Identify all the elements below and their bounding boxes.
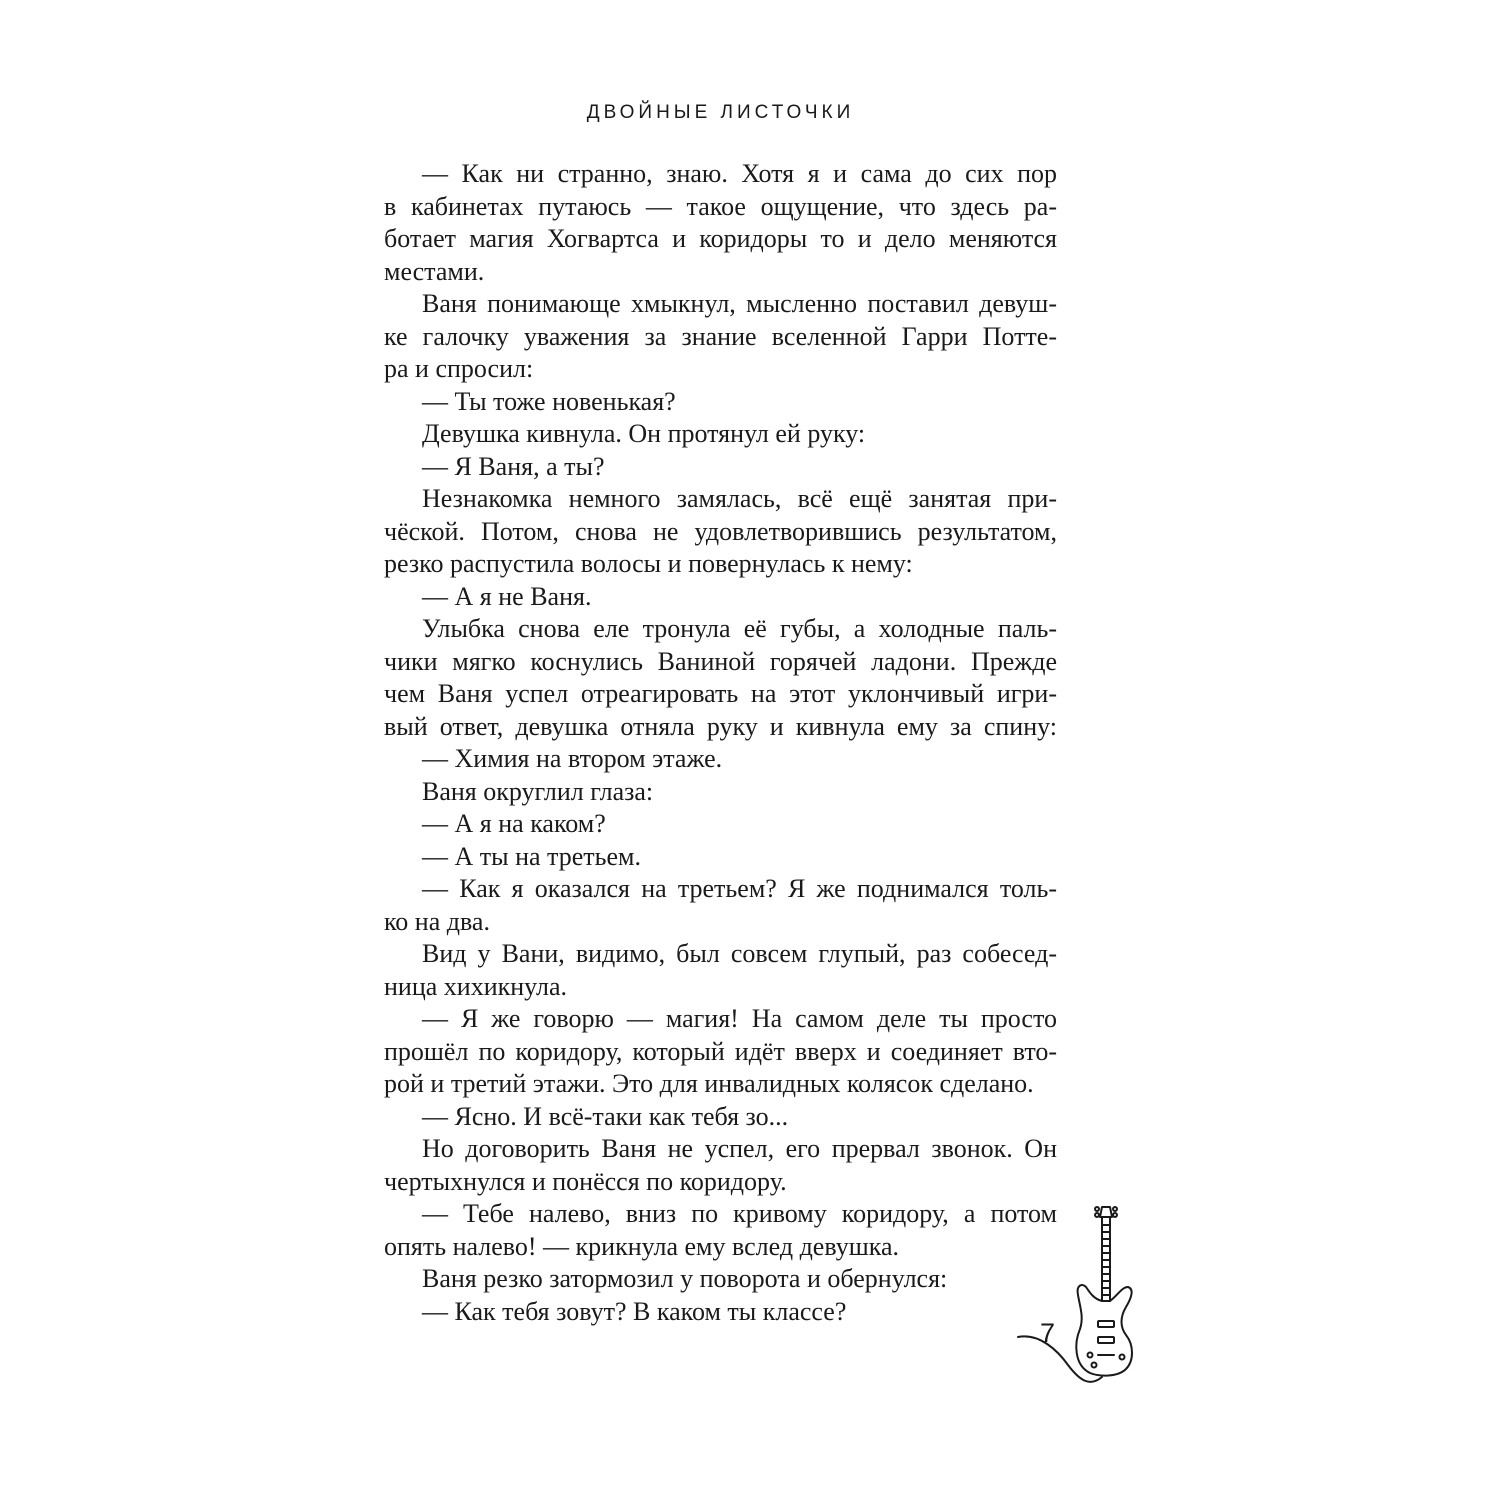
text-line: — Как я оказался на третьем? Я же поднимался толь-	[422, 874, 1057, 903]
body-text	[384, 158, 1057, 1328]
text-line: — Ясно. И всё-таки как тебя зо...	[422, 1101, 789, 1131]
page-number: 7	[1040, 1318, 1056, 1348]
text-line: ра и спросил:	[384, 354, 534, 383]
text-line: — Как ни странно, знаю. Хотя я и сама до сих пор	[422, 159, 1057, 188]
text-line: прошёл по коридору, который идёт вверх и соединяет вто-	[384, 1036, 1057, 1066]
text-line: ке галочку уважения за знание вселенной Гарри Потте-	[384, 321, 1057, 351]
text-line: резко распустила волосы и повернулась к нему:	[384, 549, 913, 578]
text-line: Но договорить Ваня не успел, его прервал звонок. Он	[422, 1134, 1057, 1163]
text-line: Девушка кивнула. Он протянул ей руку:	[422, 419, 866, 448]
text-line: рой и третий этажи. Это для инвалидных колясок сделано.	[384, 1069, 1034, 1098]
text-line: вый ответ, девушка отняла руку и кивнула ему за спину:	[384, 711, 1057, 741]
text-line: Вид у Вани, видимо, был совсем глупый, раз собесед-	[422, 939, 1057, 968]
text-line: Улыбка снова еле тронула её губы, а холодные паль-	[422, 614, 1057, 643]
text-line: — А я на каком?	[422, 809, 606, 838]
text-line: — Я же говорю — магия! На самом деле ты просто	[422, 1004, 1057, 1033]
text-line: опять налево! — крикнула ему вслед девушка.	[384, 1231, 900, 1261]
text-line: ко на два.	[384, 906, 490, 936]
text-line: — А ты на третьем.	[422, 841, 641, 871]
text-line: местами.	[384, 256, 485, 286]
text-line: — Как тебя зовут? В каком ты классе?	[422, 1296, 847, 1326]
text-line: чёской. Потом, снова не удовлетворившись результатом,	[384, 516, 1057, 546]
text-line: — А я не Ваня.	[422, 581, 592, 611]
text-line: — Химия на втором этаже.	[422, 744, 723, 773]
text-line: Ваня округлил глаза:	[422, 776, 654, 806]
text-line: Ваня резко затормозил у поворота и обернулся:	[422, 1264, 948, 1293]
text-line: в кабинетах путаюсь — такое ощущение, что здесь ра-	[384, 191, 1057, 221]
running-head: ДВОЙНЫЕ ЛИСТОЧКИ	[586, 102, 855, 123]
text-line: чем Ваня успел отреагировать на этот уклончивый игри-	[384, 679, 1057, 708]
text-line: Незнакомка немного замялась, всё ещё занятая при-	[422, 484, 1057, 513]
text-line: чики мягко коснулись Ваниной горячей ладони. Прежде	[384, 646, 1057, 676]
text-line: чертыхнулся и понёсся по коридору.	[384, 1166, 787, 1196]
text-line: — Ты тоже новенькая?	[422, 386, 676, 416]
text-line: ботает магия Хогвартса и коридоры то и дело меняются	[384, 224, 1057, 253]
guitar-icon	[1010, 1205, 1150, 1405]
text-line: Ваня понимающе хмыкнул, мысленно поставил девуш-	[422, 289, 1057, 318]
text-line: ница хихикнула.	[384, 971, 568, 1001]
text-line: — Тебе налево, вниз по кривому коридору, а потом	[422, 1199, 1057, 1228]
text-line: — Я Ваня, а ты?	[422, 451, 605, 481]
